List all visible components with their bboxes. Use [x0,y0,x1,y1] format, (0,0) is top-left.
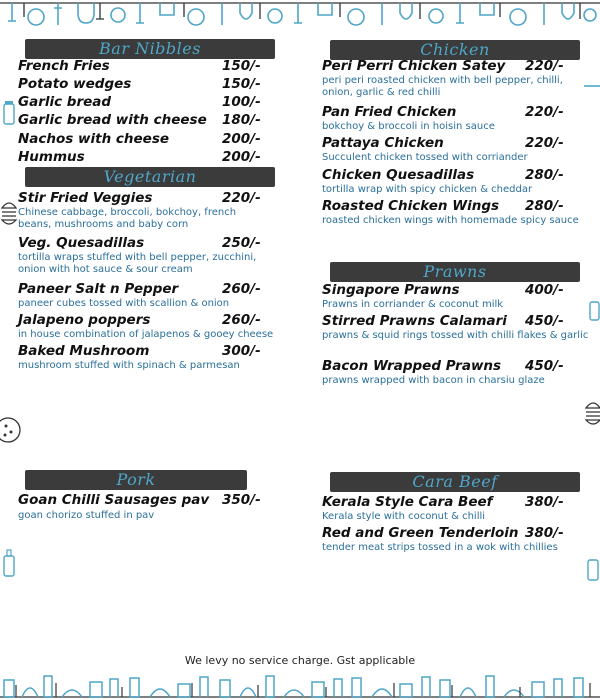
menu-item-name: Stirred Prawns Calamari [322,313,507,329]
menu-item-name: Chicken Quesadillas [322,167,475,183]
menu-item-name: Paneer Salt n Pepper [18,281,179,297]
menu-item-name: Pattaya Chicken [322,135,444,151]
menu-item-price: 380/- [525,494,564,510]
menu-item-name: Baked Mushroom [18,343,150,359]
menu-item-price: 100/- [222,94,261,110]
section-title: Cara Beef [412,472,498,491]
menu-item-price: 380/- [525,525,564,541]
menu-item-price: 280/- [525,198,564,214]
menu-item-description: roasted chicken wings with homemade spicy sauce [322,215,579,226]
menu-item-description: in house combination of jalapenos & gooey cheese [18,329,274,340]
menu-item-price: 220/- [525,104,564,120]
section-title: Bar Nibbles [99,39,201,58]
menu-item-name: French Fries [18,58,110,74]
menu-item-price: 260/- [222,281,261,297]
menu-item-price: 220/- [222,190,261,206]
menu-item-name: Garlic bread with cheese [18,112,207,128]
menu-item-name: Kerala Style Cara Beef [322,494,493,510]
utensil-icon [582,78,600,94]
menu-item-price: 300/- [222,343,261,359]
menu-item-description: tortilla wrap with spicy chicken & cheddar [322,184,533,195]
bottle-icon [2,548,16,578]
menu-item-price: 150/- [222,58,261,74]
bottle-icon [588,296,600,322]
menu-item-description: prawns & squid rings tossed with chilli flakes & garlic [322,330,589,341]
menu-item-description: prawns wrapped with bacon in charsiu glaze [322,375,545,386]
section-header-vegetarian [25,167,275,187]
menu-item-description: Kerala style with coconut & chilli [322,511,486,522]
menu-item-name: Garlic bread [18,94,112,110]
menu-item-price: 280/- [525,167,564,183]
menu-item-name: Stir Fried Veggies [18,190,153,206]
menu-item-description: paneer cubes tossed with scallion & onion [18,298,230,309]
kitchenware-border-bottom [0,666,600,700]
menu-item-name: Nachos with cheese [18,131,170,147]
menu-item-name: Hummus [18,149,85,165]
section-title: Pork [116,470,156,489]
menu-item-description: tortilla wraps stuffed with bell pepper, zucchini, onion with hot sauce & sour cream [18,252,257,275]
section-title: Chicken [420,40,490,59]
menu-item-price: 200/- [222,131,261,147]
section-title: Prawns [423,262,487,281]
menu-item-name: Singapore Prawns [322,282,460,298]
menu-item-price: 220/- [525,58,564,74]
menu-item-price: 150/- [222,76,261,92]
menu-item-description: Prawns in corriander & coconut milk [322,299,504,310]
menu-item-description: peri peri roasted chicken with bell pepper, chilli, onion, garlic & red chilli [322,75,563,98]
menu-item-name: Pan Fried Chicken [322,104,457,120]
menu-item-price: 450/- [525,313,564,329]
section-header-chicken [330,40,580,60]
menu-item-description: bokchoy & broccoli in hoisin sauce [322,121,495,132]
burger-icon [584,394,600,434]
menu-item-name: Roasted Chicken Wings [322,198,500,214]
menu-item-price: 350/- [222,492,261,508]
footer-note: We levy no service charge. Gst applicable [184,654,416,667]
kitchen-utensils-border-top [0,0,600,38]
menu-item-name: Bacon Wrapped Prawns [322,358,502,374]
burger-icon [0,196,18,236]
jar-icon [586,554,600,582]
menu-item-name: Jalapeno poppers [18,312,151,328]
section-header-prawns [330,262,580,282]
section-header-bar-nibbles [25,39,275,59]
menu-item-price: 200/- [222,149,261,165]
section-header-cara-beef [330,472,580,492]
menu-item-price: 450/- [525,358,564,374]
section-title: Vegetarian [103,167,197,186]
menu-item-name: Peri Perri Chicken Satey [322,58,506,74]
menu-item-name: Red and Green Tenderloin [322,525,519,541]
menu-item-description: Chinese cabbage, broccoli, bokchoy, french beans, mushrooms and baby corn [18,207,237,230]
menu-item-name: Veg. Quesadillas [18,235,145,251]
menu-item-name: Goan Chilli Sausages pav [18,492,210,508]
menu-item-description: mushroom stuffed with spinach & parmesan [18,360,240,371]
menu-item-price: 250/- [222,235,261,251]
menu-item-price: 220/- [525,135,564,151]
menu-item-description: Succulent chicken tossed with corriander [322,152,528,163]
jar-icon [2,100,16,126]
section-header-pork [25,470,247,490]
menu-item-description: tender meat strips tossed in a wok with chillies [322,542,558,553]
menu-item-price: 180/- [222,112,261,128]
menu-item-description: goan chorizo stuffed in pav [18,510,155,521]
menu-item-price: 400/- [525,282,564,298]
menu-item-name: Potato wedges [18,76,132,92]
pizza-board-icon [0,404,24,452]
menu-item-price: 260/- [222,312,261,328]
